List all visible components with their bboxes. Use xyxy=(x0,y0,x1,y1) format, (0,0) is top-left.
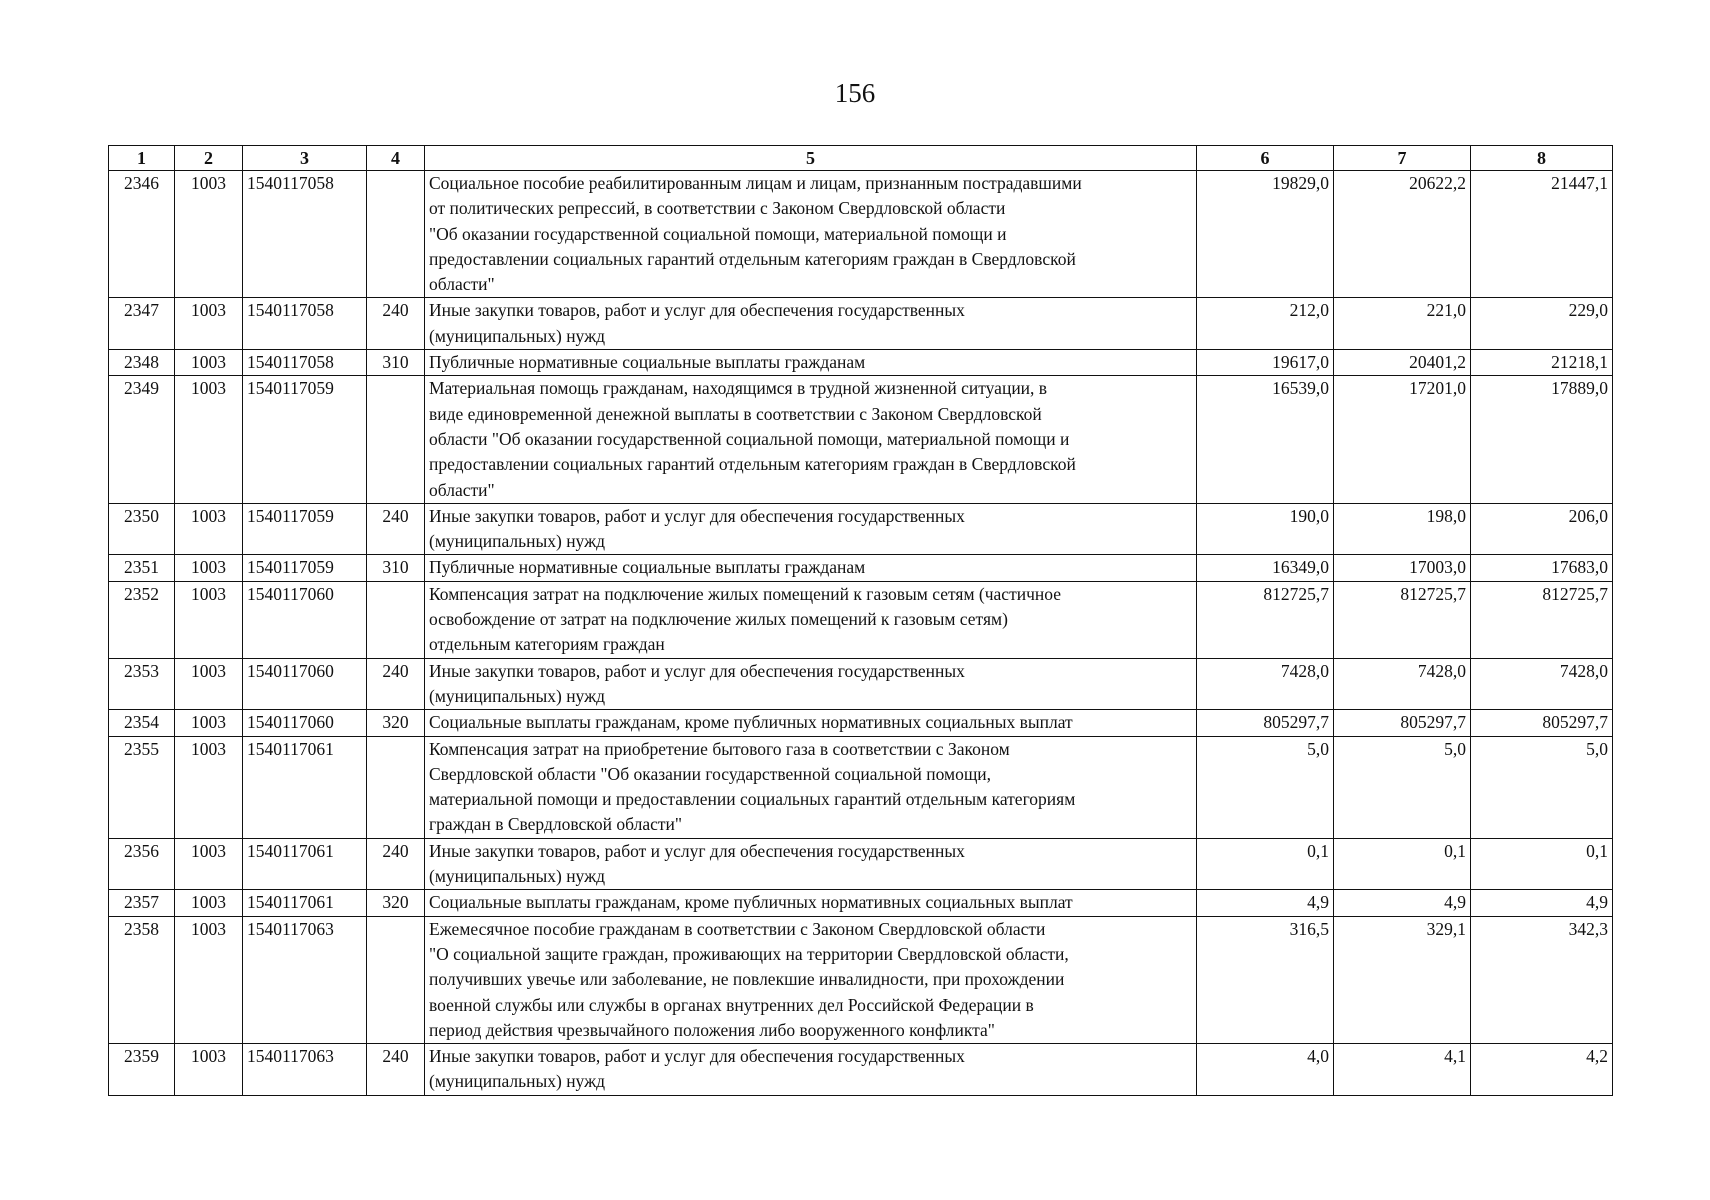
table-row xyxy=(109,555,1613,581)
section-code-cell: 1003 xyxy=(175,710,243,736)
table-row xyxy=(109,376,1613,503)
description-line: Компенсация затрат на приобретение бытового газа в соответствии с Законом xyxy=(429,738,1010,759)
description-line: (муниципальных) нужд xyxy=(429,685,606,706)
expense-type-cell: 240 xyxy=(367,1044,425,1096)
amount-year-1-cell: 316,5 xyxy=(1197,916,1334,1043)
target-code-cell: 1540117058 xyxy=(243,171,367,298)
row-number-cell: 2346 xyxy=(109,171,175,298)
description-line: военной службы или службы в органах внутренних дел Российской Федерации в xyxy=(429,994,1034,1015)
header-cell: 6 xyxy=(1197,146,1334,171)
header-cell: 2 xyxy=(175,146,243,171)
row-number-cell: 2358 xyxy=(109,916,175,1043)
description-cell xyxy=(425,171,1197,298)
description-line: (муниципальных) нужд xyxy=(429,531,606,552)
target-code-cell: 1540117061 xyxy=(243,838,367,890)
amount-year-1-cell: 5,0 xyxy=(1197,736,1334,838)
expense-type-cell xyxy=(367,736,425,838)
description-line: период действия чрезвычайного положения либо вооруженного конфликта" xyxy=(429,1019,995,1040)
target-code-cell: 1540117058 xyxy=(243,350,367,376)
description-line: получивших увечье или заболевание, не повлекшие инвалидности, при прохождении xyxy=(429,969,1065,990)
header-cell: 3 xyxy=(243,146,367,171)
table-body xyxy=(109,171,1613,1096)
amount-year-3-cell: 4,2 xyxy=(1471,1044,1613,1096)
section-code-cell: 1003 xyxy=(175,350,243,376)
amount-year-2-cell: 329,1 xyxy=(1334,916,1471,1043)
description-line: Социальные выплаты гражданам, кроме публичных нормативных социальных выплат xyxy=(429,712,1073,733)
target-code-cell: 1540117063 xyxy=(243,1044,367,1096)
table-row xyxy=(109,171,1613,298)
amount-year-2-cell: 812725,7 xyxy=(1334,581,1471,658)
amount-year-3-cell: 4,9 xyxy=(1471,890,1613,916)
amount-year-3-cell: 206,0 xyxy=(1471,503,1613,555)
section-code-cell: 1003 xyxy=(175,376,243,503)
description-line: области "Об оказании государственной социальной помощи, материальной помощи и xyxy=(429,428,1070,449)
description-line: Свердловской области "Об оказании государственной социальной помощи, xyxy=(429,763,992,784)
section-code-cell: 1003 xyxy=(175,171,243,298)
description-cell xyxy=(425,838,1197,890)
amount-year-3-cell: 7428,0 xyxy=(1471,658,1613,710)
header-cell: 5 xyxy=(425,146,1197,171)
section-code-cell: 1003 xyxy=(175,503,243,555)
description-line: Иные закупки товаров, работ и услуг для обеспечения государственных xyxy=(429,1046,965,1067)
amount-year-1-cell: 4,0 xyxy=(1197,1044,1334,1096)
description-cell xyxy=(425,710,1197,736)
description-cell xyxy=(425,298,1197,350)
amount-year-2-cell: 7428,0 xyxy=(1334,658,1471,710)
table-row xyxy=(109,838,1613,890)
section-code-cell: 1003 xyxy=(175,581,243,658)
target-code-cell: 1540117059 xyxy=(243,555,367,581)
description-line: Ежемесячное пособие гражданам в соответствии с Законом Свердловской области xyxy=(429,918,1046,939)
row-number-cell: 2355 xyxy=(109,736,175,838)
expense-type-cell: 240 xyxy=(367,298,425,350)
row-number-cell: 2349 xyxy=(109,376,175,503)
row-number-cell: 2356 xyxy=(109,838,175,890)
section-code-cell: 1003 xyxy=(175,890,243,916)
amount-year-3-cell: 812725,7 xyxy=(1471,581,1613,658)
description-cell xyxy=(425,503,1197,555)
description-line: виде единовременной денежной выплаты в соответствии с Законом Свердловской xyxy=(429,403,1042,424)
description-line: Публичные нормативные социальные выплаты гражданам xyxy=(429,557,866,578)
table-row xyxy=(109,350,1613,376)
table-row xyxy=(109,736,1613,838)
description-cell xyxy=(425,916,1197,1043)
expense-type-cell: 240 xyxy=(367,658,425,710)
description-line: (муниципальных) нужд xyxy=(429,1071,606,1092)
description-line: "О социальной защите граждан, проживающих на территории Свердловской области, xyxy=(429,943,1069,964)
amount-year-2-cell: 198,0 xyxy=(1334,503,1471,555)
table-row xyxy=(109,890,1613,916)
amount-year-3-cell: 0,1 xyxy=(1471,838,1613,890)
description-cell xyxy=(425,736,1197,838)
description-line: предоставлении социальных гарантий отдельным категориям граждан в Свердловской xyxy=(429,248,1076,269)
budget-table xyxy=(108,145,1613,1096)
table-row xyxy=(109,503,1613,555)
header-cell: 8 xyxy=(1471,146,1613,171)
header-cell: 4 xyxy=(367,146,425,171)
row-number-cell: 2351 xyxy=(109,555,175,581)
description-line: от политических репрессий, в соответствии с Законом Свердловской области xyxy=(429,198,1006,219)
section-code-cell: 1003 xyxy=(175,838,243,890)
amount-year-1-cell: 7428,0 xyxy=(1197,658,1334,710)
expense-type-cell: 310 xyxy=(367,350,425,376)
section-code-cell: 1003 xyxy=(175,298,243,350)
target-code-cell: 1540117060 xyxy=(243,581,367,658)
amount-year-2-cell: 5,0 xyxy=(1334,736,1471,838)
description-line: (муниципальных) нужд xyxy=(429,866,606,887)
target-code-cell: 1540117059 xyxy=(243,376,367,503)
description-line: Материальная помощь гражданам, находящимся в трудной жизненной ситуации, в xyxy=(429,378,1048,399)
description-cell xyxy=(425,658,1197,710)
target-code-cell: 1540117060 xyxy=(243,710,367,736)
description-line: области" xyxy=(429,479,495,500)
amount-year-3-cell: 17683,0 xyxy=(1471,555,1613,581)
expense-type-cell xyxy=(367,916,425,1043)
section-code-cell: 1003 xyxy=(175,555,243,581)
target-code-cell: 1540117061 xyxy=(243,736,367,838)
description-line: Иные закупки товаров, работ и услуг для обеспечения государственных xyxy=(429,505,965,526)
target-code-cell: 1540117058 xyxy=(243,298,367,350)
table-row xyxy=(109,658,1613,710)
amount-year-1-cell: 19829,0 xyxy=(1197,171,1334,298)
description-line: материальной помощи и предоставлении социальных гарантий отдельным категориям xyxy=(429,789,1076,810)
amount-year-2-cell: 17201,0 xyxy=(1334,376,1471,503)
description-line: "Об оказании государственной социальной помощи, материальной помощи и xyxy=(429,223,1007,244)
expense-type-cell: 310 xyxy=(367,555,425,581)
target-code-cell: 1540117063 xyxy=(243,916,367,1043)
row-number-cell: 2348 xyxy=(109,350,175,376)
expense-type-cell: 320 xyxy=(367,890,425,916)
amount-year-3-cell: 805297,7 xyxy=(1471,710,1613,736)
header-cell: 7 xyxy=(1334,146,1471,171)
amount-year-1-cell: 190,0 xyxy=(1197,503,1334,555)
amount-year-3-cell: 342,3 xyxy=(1471,916,1613,1043)
description-line: Иные закупки товаров, работ и услуг для обеспечения государственных xyxy=(429,840,965,861)
expense-type-cell: 320 xyxy=(367,710,425,736)
description-cell xyxy=(425,376,1197,503)
amount-year-3-cell: 21447,1 xyxy=(1471,171,1613,298)
table-row xyxy=(109,298,1613,350)
page-number: 156 xyxy=(834,78,876,108)
row-number-cell: 2359 xyxy=(109,1044,175,1096)
row-number-cell: 2353 xyxy=(109,658,175,710)
expense-type-cell xyxy=(367,376,425,503)
amount-year-2-cell: 0,1 xyxy=(1334,838,1471,890)
amount-year-1-cell: 16349,0 xyxy=(1197,555,1334,581)
section-code-cell: 1003 xyxy=(175,658,243,710)
section-code-cell: 1003 xyxy=(175,916,243,1043)
amount-year-2-cell: 4,1 xyxy=(1334,1044,1471,1096)
expense-type-cell xyxy=(367,171,425,298)
amount-year-3-cell: 21218,1 xyxy=(1471,350,1613,376)
expense-type-cell: 240 xyxy=(367,503,425,555)
description-line: Иные закупки товаров, работ и услуг для обеспечения государственных xyxy=(429,660,965,681)
amount-year-3-cell: 5,0 xyxy=(1471,736,1613,838)
amount-year-1-cell: 0,1 xyxy=(1197,838,1334,890)
row-number-cell: 2350 xyxy=(109,503,175,555)
row-number-cell: 2354 xyxy=(109,710,175,736)
table-row xyxy=(109,916,1613,1043)
description-line: области" xyxy=(429,274,495,295)
amount-year-2-cell: 20401,2 xyxy=(1334,350,1471,376)
amount-year-2-cell: 17003,0 xyxy=(1334,555,1471,581)
section-code-cell: 1003 xyxy=(175,1044,243,1096)
description-line: Иные закупки товаров, работ и услуг для обеспечения государственных xyxy=(429,300,965,321)
amount-year-3-cell: 17889,0 xyxy=(1471,376,1613,503)
description-line: Социальное пособие реабилитированным лицам и лицам, признанным пострадавшими xyxy=(429,173,1082,193)
table-row xyxy=(109,581,1613,658)
description-line: (муниципальных) нужд xyxy=(429,325,606,346)
amount-year-1-cell: 812725,7 xyxy=(1197,581,1334,658)
description-cell xyxy=(425,1044,1197,1096)
expense-type-cell xyxy=(367,581,425,658)
amount-year-2-cell: 4,9 xyxy=(1334,890,1471,916)
target-code-cell: 1540117060 xyxy=(243,658,367,710)
section-code-cell: 1003 xyxy=(175,736,243,838)
target-code-cell: 1540117061 xyxy=(243,890,367,916)
description-cell xyxy=(425,555,1197,581)
description-line: Компенсация затрат на подключение жилых помещений к газовым сетям (частичное xyxy=(429,583,1061,604)
description-line: предоставлении социальных гарантий отдельным категориям граждан в Свердловской xyxy=(429,454,1076,475)
row-number-cell: 2347 xyxy=(109,298,175,350)
target-code-cell: 1540117059 xyxy=(243,503,367,555)
amount-year-2-cell: 221,0 xyxy=(1334,298,1471,350)
amount-year-1-cell: 805297,7 xyxy=(1197,710,1334,736)
description-line: граждан в Свердловской области" xyxy=(429,814,683,835)
description-cell xyxy=(425,890,1197,916)
amount-year-1-cell: 212,0 xyxy=(1197,298,1334,350)
expense-type-cell: 240 xyxy=(367,838,425,890)
header-cell: 1 xyxy=(109,146,175,171)
description-line: освобождение от затрат на подключение жилых помещений к газовым сетям) xyxy=(429,609,1008,630)
table-row xyxy=(109,1044,1613,1096)
description-line: Публичные нормативные социальные выплаты гражданам xyxy=(429,352,866,373)
amount-year-1-cell: 19617,0 xyxy=(1197,350,1334,376)
amount-year-3-cell: 229,0 xyxy=(1471,298,1613,350)
amount-year-1-cell: 16539,0 xyxy=(1197,376,1334,503)
amount-year-1-cell: 4,9 xyxy=(1197,890,1334,916)
description-cell xyxy=(425,581,1197,658)
description-line: отдельным категориям граждан xyxy=(429,634,665,655)
description-line: Социальные выплаты гражданам, кроме публичных нормативных социальных выплат xyxy=(429,892,1073,913)
amount-year-2-cell: 20622,2 xyxy=(1334,171,1471,298)
description-cell xyxy=(425,350,1197,376)
header-row xyxy=(109,146,1613,171)
amount-year-2-cell: 805297,7 xyxy=(1334,710,1471,736)
row-number-cell: 2352 xyxy=(109,581,175,658)
row-number-cell: 2357 xyxy=(109,890,175,916)
table-row xyxy=(109,710,1613,736)
